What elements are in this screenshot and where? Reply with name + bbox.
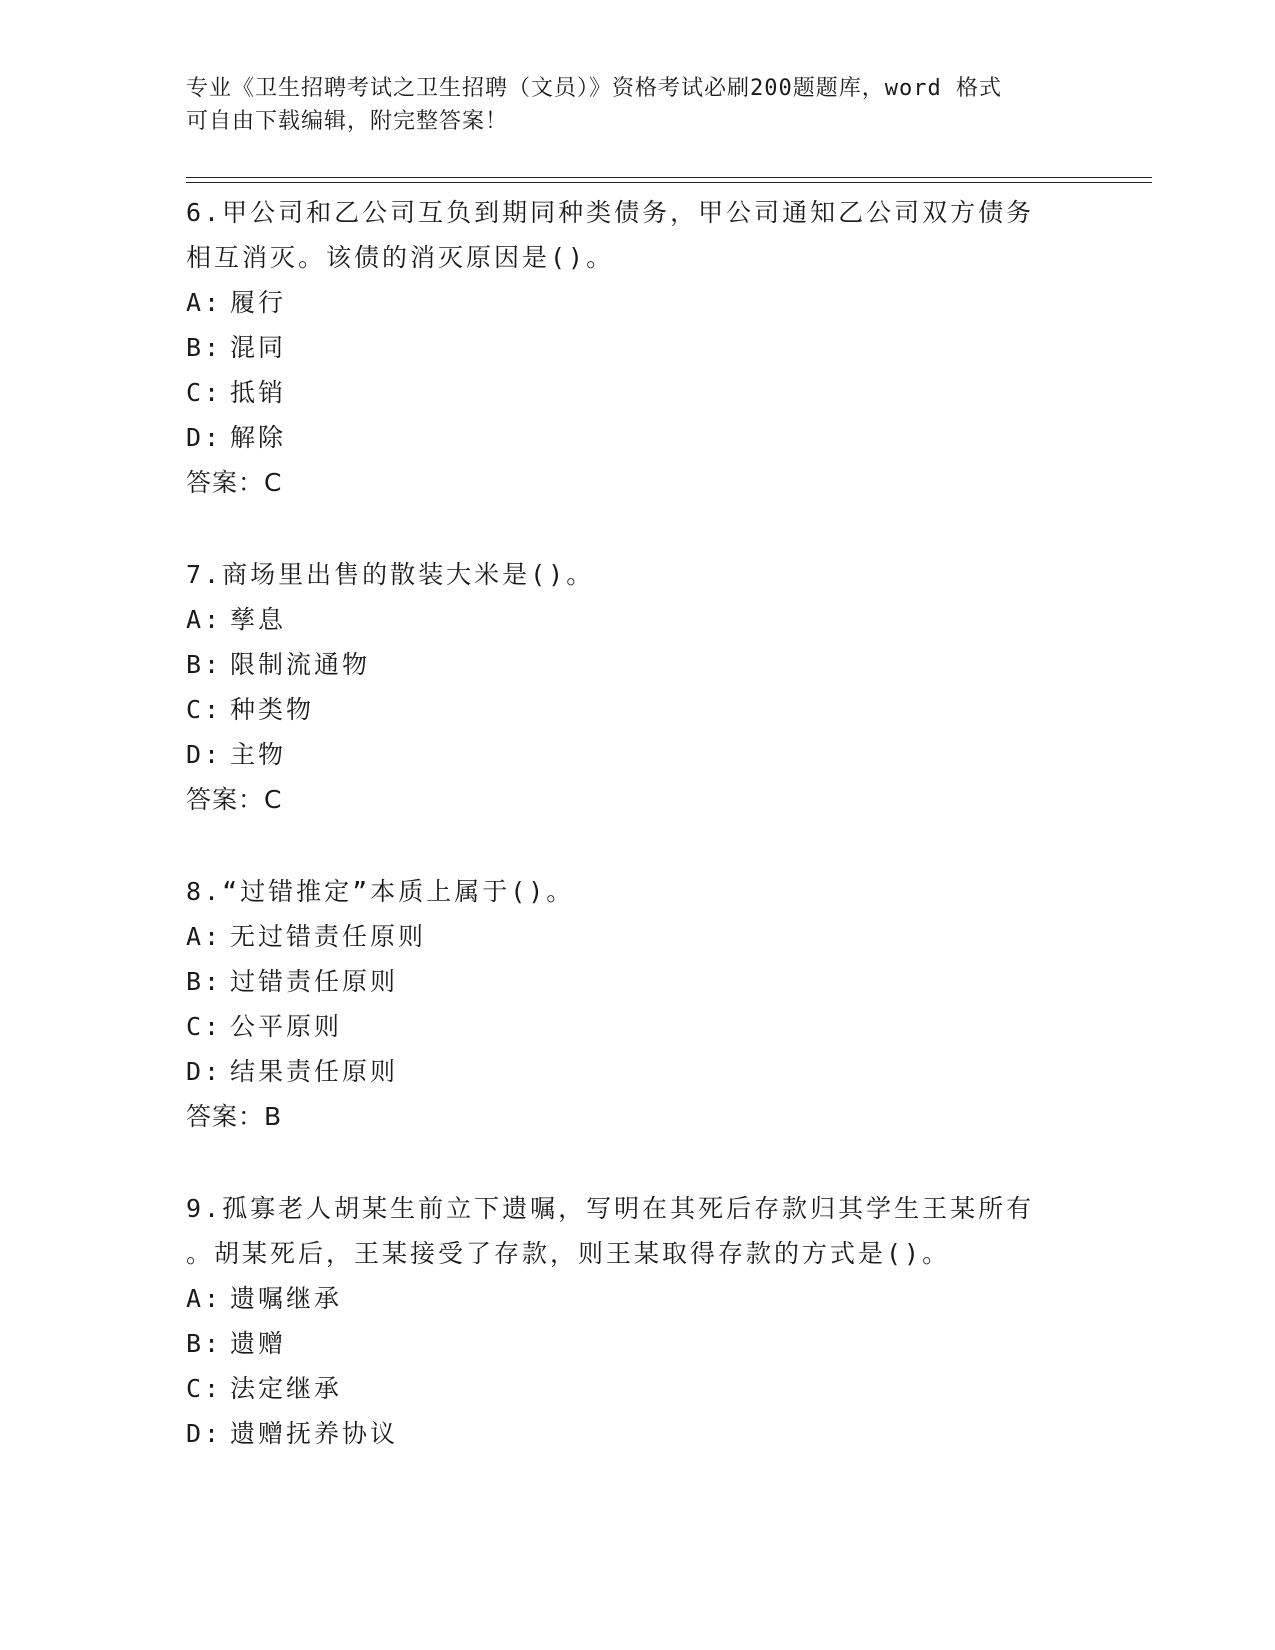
option-text: 抵销	[230, 378, 287, 407]
option-text: 限制流通物	[230, 650, 371, 679]
question-9	[186, 1186, 1086, 1456]
option-key: D:	[186, 1419, 223, 1448]
option-key: C:	[186, 695, 223, 724]
option-text: 履行	[230, 288, 287, 317]
option-d	[186, 1049, 1086, 1094]
option-b	[186, 1321, 1086, 1366]
option-key: B:	[186, 333, 223, 362]
option-text: 过错责任原则	[230, 967, 399, 996]
option-a	[186, 280, 1086, 325]
option-d	[186, 415, 1086, 460]
option-b	[186, 325, 1086, 370]
option-c	[186, 370, 1086, 415]
header-divider-bottom	[186, 182, 1152, 183]
option-text: 混同	[230, 333, 287, 362]
question-6	[186, 190, 1086, 505]
option-d	[186, 732, 1086, 777]
option-a	[186, 1276, 1086, 1321]
option-key: C:	[186, 1012, 223, 1041]
option-c	[186, 1004, 1086, 1049]
question-stem-line: 。胡某死后，王某接受了存款，则王某取得存款的方式是()。	[186, 1239, 951, 1268]
option-text: 种类物	[230, 695, 315, 724]
option-key: D:	[186, 423, 223, 452]
option-key: B:	[186, 967, 223, 996]
option-key: C:	[186, 1374, 223, 1403]
question-stem-line: 相互消灭。该债的消灭原因是()。	[186, 243, 615, 272]
option-text: 孳息	[230, 605, 287, 634]
option-c	[186, 1366, 1086, 1411]
option-text: 遗嘱继承	[230, 1284, 343, 1313]
answer-line: 答案：C	[186, 785, 283, 814]
option-text: 遗赠抚养协议	[230, 1419, 399, 1448]
option-b	[186, 959, 1086, 1004]
header-line-2: 可自由下载编辑，附完整答案！	[186, 109, 509, 134]
answer-line: 答案：B	[186, 1102, 283, 1131]
header-line-1: 专业《卫生招聘考试之卫生招聘（文员）》资格考试必刷200题题库，word 格式	[186, 76, 1002, 101]
option-text: 遗赠	[230, 1329, 287, 1358]
document-header	[186, 72, 1086, 138]
header-divider-top	[186, 177, 1152, 178]
option-text: 结果责任原则	[230, 1057, 399, 1086]
question-list	[186, 190, 1086, 1456]
option-text: 无过错责任原则	[230, 922, 427, 951]
question-stem	[186, 190, 1086, 280]
question-stem	[186, 1186, 1086, 1276]
question-stem-line: 9.孤寡老人胡某生前立下遗嘱，写明在其死后存款归其学生王某所有	[186, 1194, 1035, 1223]
option-text: 公平原则	[230, 1012, 343, 1041]
question-stem-line: 7.商场里出售的散装大米是()。	[186, 560, 595, 589]
option-b	[186, 642, 1086, 687]
option-text: 主物	[230, 740, 287, 769]
option-a	[186, 597, 1086, 642]
option-a	[186, 914, 1086, 959]
option-c	[186, 687, 1086, 732]
question-stem	[186, 869, 1086, 914]
option-key: D:	[186, 1057, 223, 1086]
question-stem	[186, 552, 1086, 597]
question-7	[186, 552, 1086, 822]
option-text: 解除	[230, 423, 287, 452]
option-key: A:	[186, 605, 223, 634]
option-key: B:	[186, 1329, 223, 1358]
answer-line: 答案：C	[186, 468, 283, 497]
question-8	[186, 869, 1086, 1139]
option-key: A:	[186, 288, 223, 317]
option-text: 法定继承	[230, 1374, 343, 1403]
option-key: D:	[186, 740, 223, 769]
question-stem-line: 6.甲公司和乙公司互负到期同种类债务，甲公司通知乙公司双方债务	[186, 198, 1035, 227]
option-key: A:	[186, 922, 223, 951]
question-stem-line: 8.“过错推定”本质上属于()。	[186, 877, 575, 906]
option-key: A:	[186, 1284, 223, 1313]
option-key: B:	[186, 650, 223, 679]
option-d	[186, 1411, 1086, 1456]
option-key: C:	[186, 378, 223, 407]
